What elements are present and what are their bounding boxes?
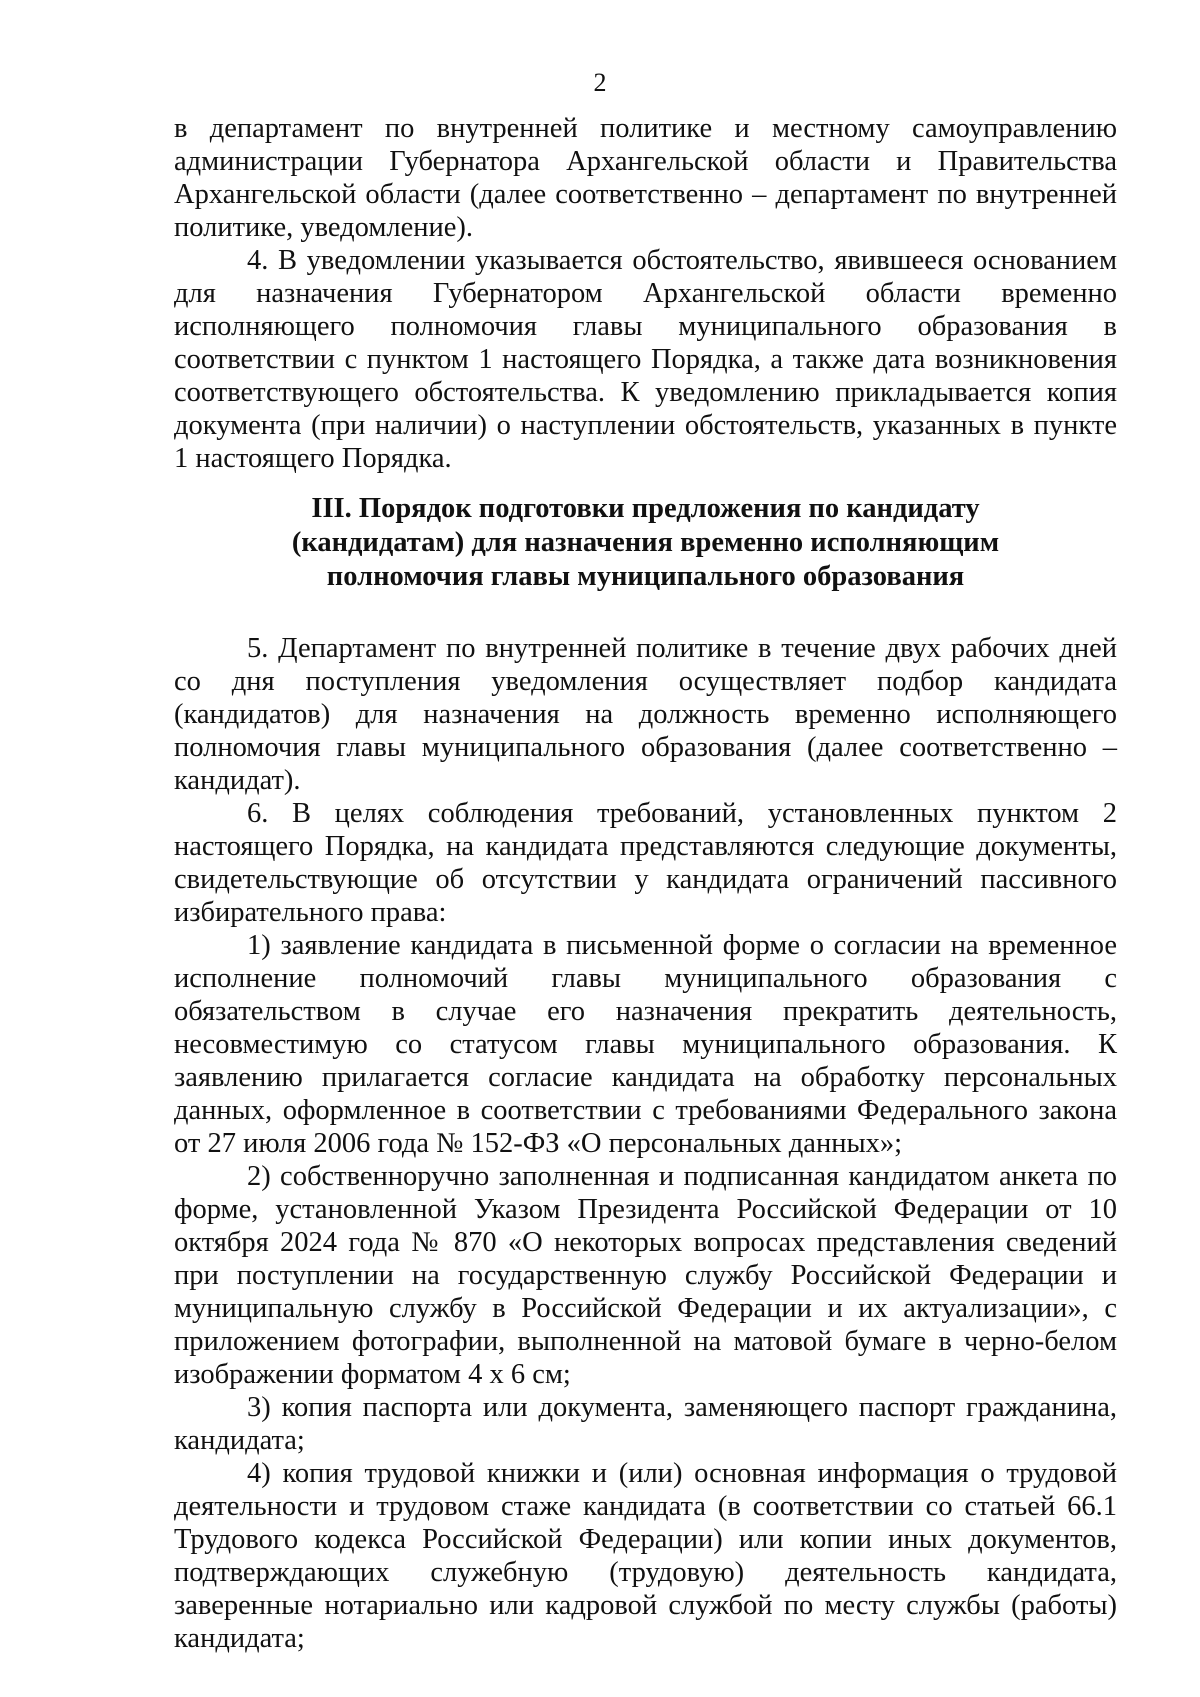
paragraph-item-5: 5. Департамент по внутренней политике в течение двух рабочих дней со дня поступления уведомления осуществляет подбор кандидата (кандидатов) для назначения на должность временно исполняющего полномочия главы муниципального образования (далее соответственно – кандидат). <box>174 633 1117 796</box>
paragraph-continuation: в департамент по внутренней политике и местному самоуправлению администрации Губернатора Архангельской области и Правительства Архангельской области (далее соответственно – департамент по внутренней политике, уведомление). <box>174 113 1117 243</box>
page-number: 2 <box>593 68 607 97</box>
heading-line-1: III. Порядок подготовки предложения по кандидату <box>311 493 980 524</box>
list-item-2: 2) собственноручно заполненная и подписанная кандидатом анкета по форме, установленной Указом Президента Российской Федерации от 10 октября 2024 года № 870 «О некоторых вопросах представления сведений при поступлении на государственную службу Российской Федерации и муниципальную службу в Российской Федерации и их актуализации», с приложением фотографии, выполненной на матовой бумаге в черно-белом изображении форматом 4 х 6 см; <box>174 1161 1117 1390</box>
list-item-1: 1) заявление кандидата в письменной форме о согласии на временное исполнение полномочий главы муниципального образования с обязательством в случае его назначения прекратить деятельность, несовместимую со статусом главы муниципального образования. К заявлению прилагается согласие кандидата на обработку персональных данных, оформленное в соответствии с требованиями Федерального закона от 27 июля 2006 года № 152-ФЗ «О персональных данных»; <box>174 930 1117 1159</box>
section-bottom-text <box>174 632 1117 1655</box>
section-heading <box>174 492 1117 594</box>
paragraph-item-4: 4. В уведомлении указывается обстоятельство, явившееся основанием для назначения Губернатором Архангельской области временно исполняющего полномочия главы муниципального образования в соответствии с пунктом 1 настоящего Порядка, а также дата возникновения соответствующего обстоятельства. К уведомлению прикладывается копия документа (при наличии) о наступлении обстоятельств, указанных в пункте 1 настоящего Порядка. <box>174 245 1117 474</box>
heading-line-2: (кандидатам) для назначения временно исполняющим <box>291 527 1000 558</box>
list-item-3: 3) копия паспорта или документа, заменяющего паспорт гражданина, кандидата; <box>174 1392 1117 1456</box>
heading-line-3: полномочия главы муниципального образования <box>326 561 965 592</box>
paragraph-item-6: 6. В целях соблюдения требований, установленных пунктом 2 настоящего Порядка, на кандидата представляются следующие документы, свидетельствующие об отсутствии у кандидата ограничений пассивного избирательного права: <box>174 798 1117 928</box>
list-item-4: 4) копия трудовой книжки и (или) основная информация о трудовой деятельности и трудовом стаже кандидата (в соответствии со статьей 66.1 Трудового кодекса Российской Федерации) или копии иных документов, подтверждающих служебную (трудовую) деятельность кандидата, заверенные нотариально или кадровой службой по месту службы (работы) кандидата; <box>174 1458 1117 1654</box>
section-top-text <box>174 112 1117 475</box>
